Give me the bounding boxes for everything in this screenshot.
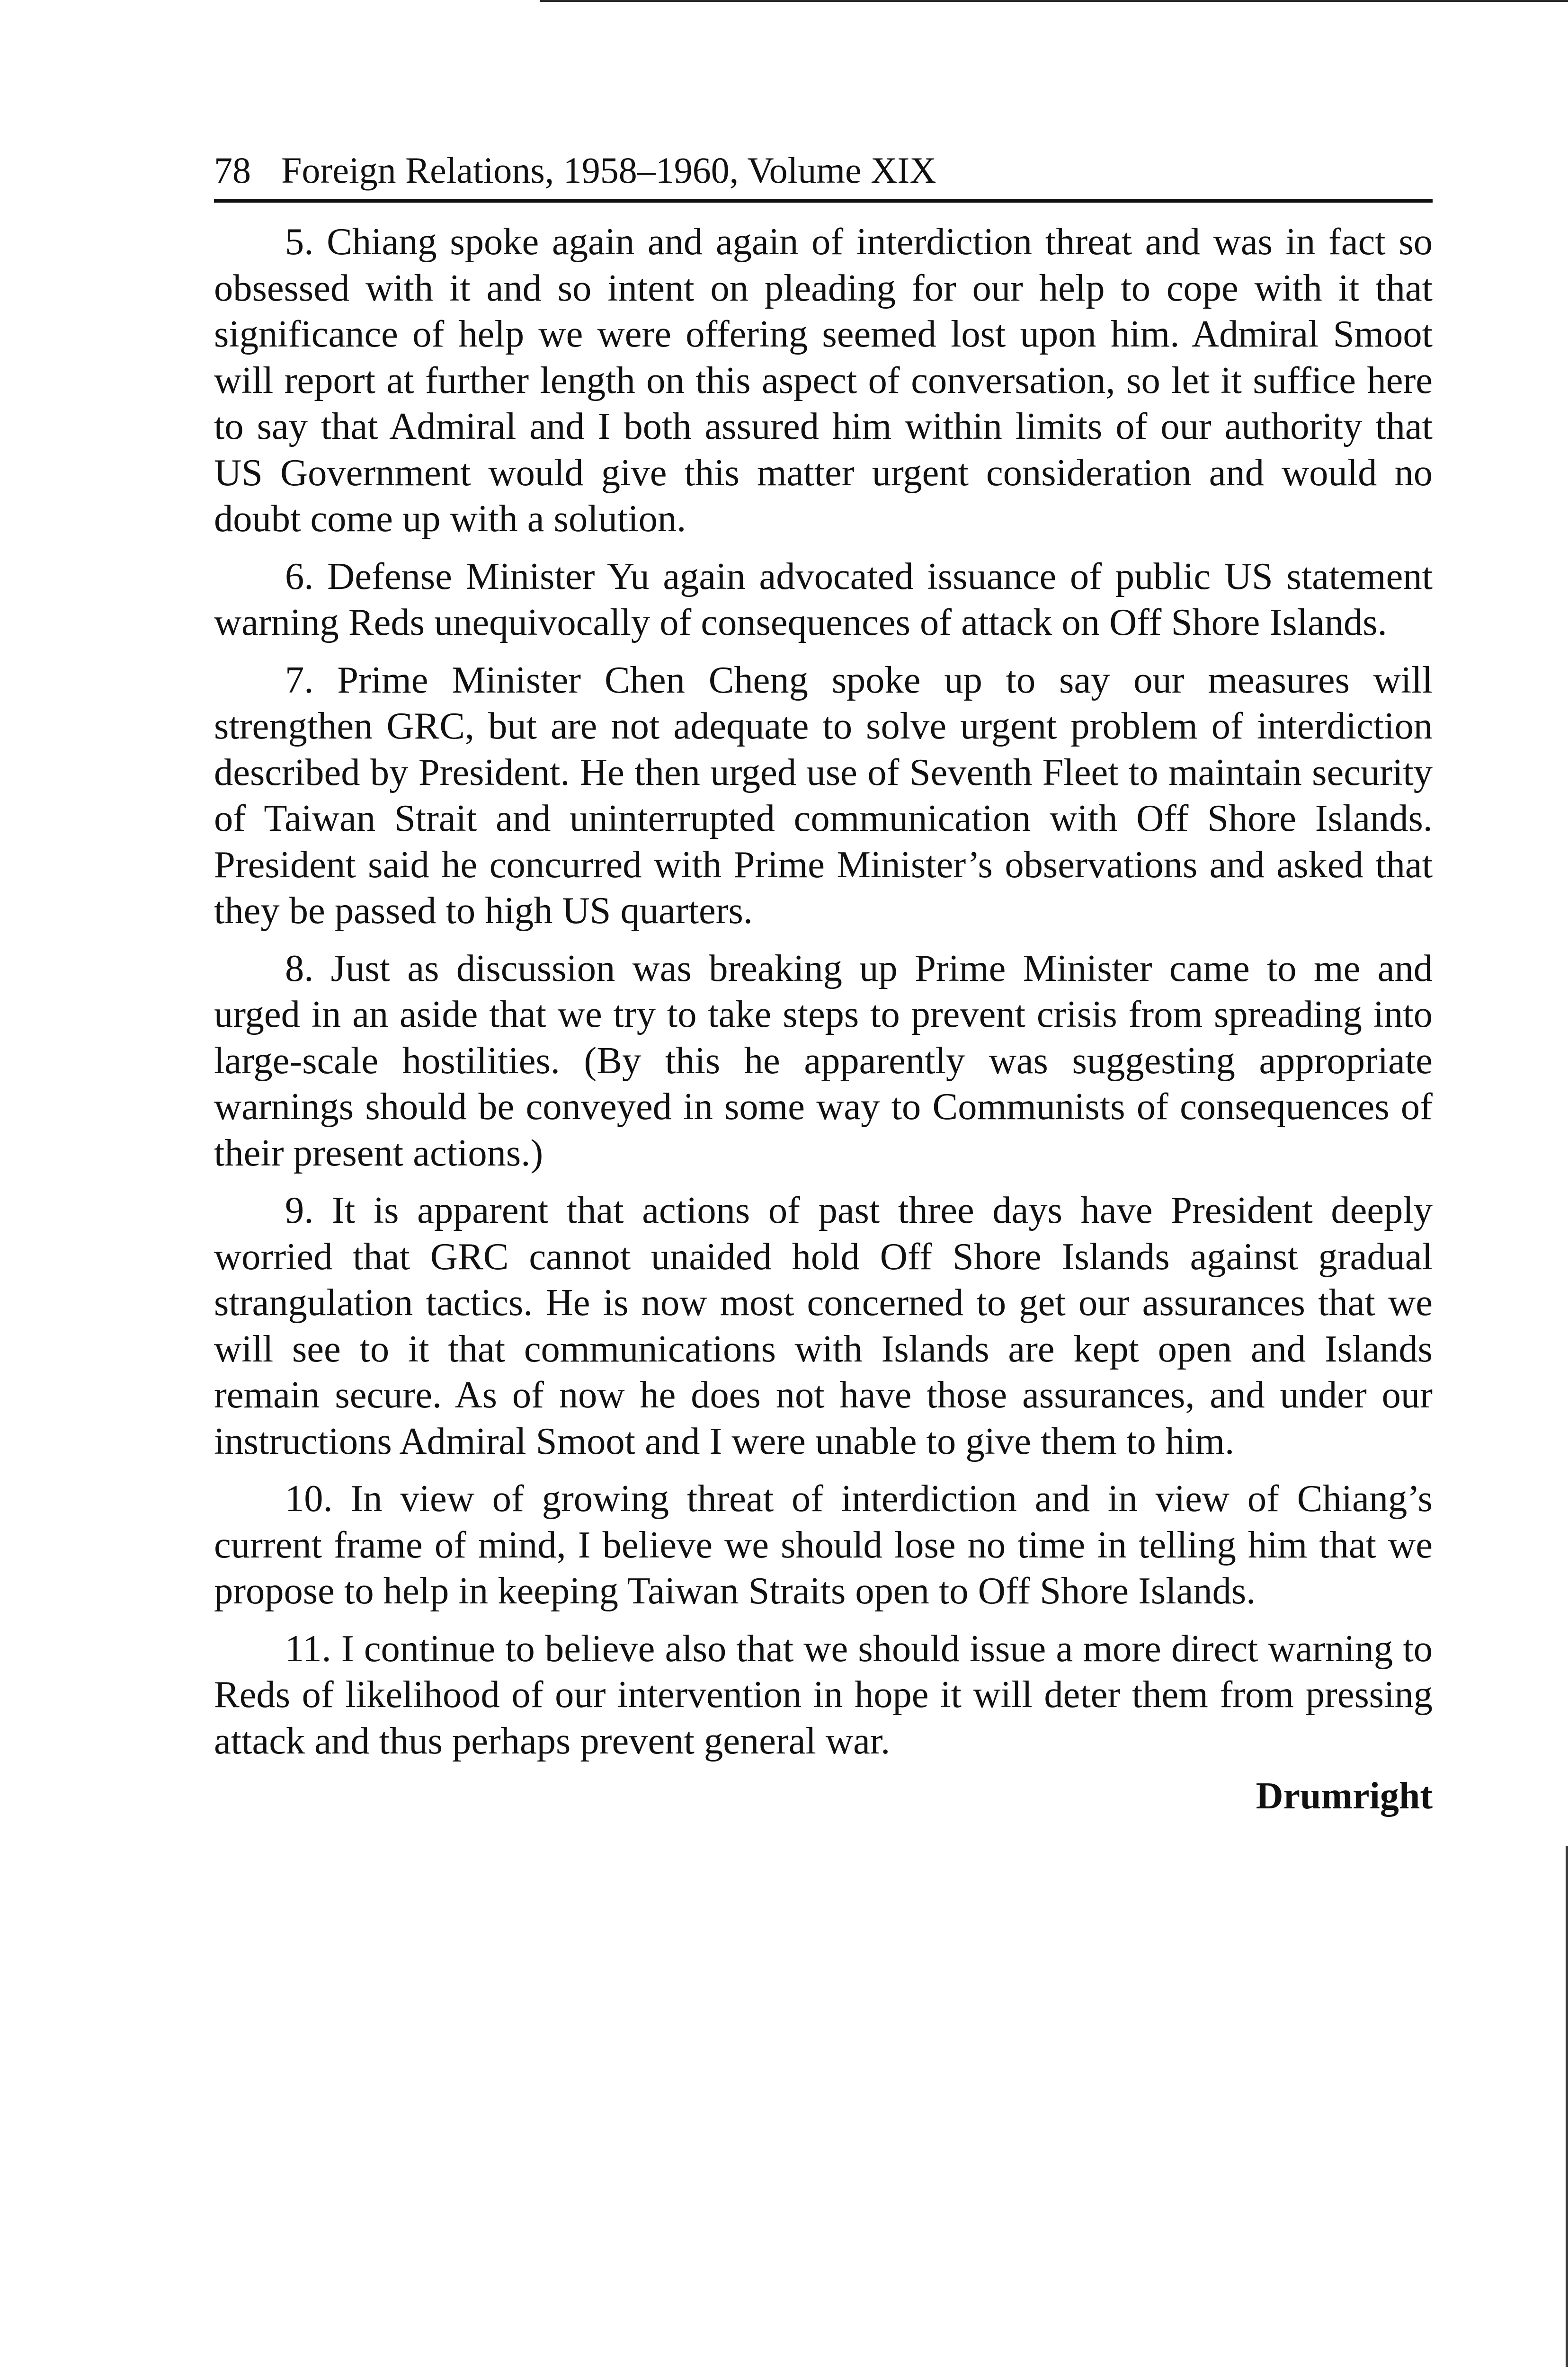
paragraph-7: 7. Prime Minister Chen Cheng spoke up to say our measures will strengthen GRC, but are not adequate to solve urgent problem of interdiction described by President. He then urged use of Seventh Fleet to maintain security of Taiwan Strait and uninterrupted communication with Off Shore Islands. President said he concurred with Prime Minister’s observations and asked that they be passed to high US quarters.: [214, 658, 1433, 932]
running-title: Foreign Relations, 1958–1960, Volume XIX: [281, 150, 936, 191]
running-head: [214, 147, 1433, 203]
scan-edge-right: [1566, 1846, 1568, 2367]
paragraph-9: 9. It is apparent that actions of past three days have President deeply worried that GRC cannot unaided hold Off Shore Islands against gradual strangulation tactics. He is now most concerned to get our assurances that we will see to it that communications with Islands are kept open and Islands remain secure. As of now he does not have those assurances, and under our instructions Admiral Smoot and I were unable to give them to him.: [214, 1189, 1433, 1462]
page-number: 78: [214, 150, 251, 191]
document-page: [214, 147, 1433, 1820]
scan-edge-top: [540, 0, 1568, 2]
signature: Drumright: [1256, 1775, 1433, 1817]
paragraph-11: 11. I continue to believe also that we should issue a more direct warning to Reds of likelihood of our intervention in hope it will deter them from pressing attack and thus perhaps prevent general war.: [214, 1627, 1433, 1762]
document-body: [214, 219, 1433, 1764]
paragraph-5: 5. Chiang spoke again and again of interdiction threat and was in fact so obsessed with it and so intent on pleading for our help to cope with it that significance of help we were offering seemed lost upon him. Admiral Smoot will report at further length on this aspect of conversation, so let it suffice here to say that Admiral and I both assured him within limits of our authority that US Government would give this matter urgent consideration and would no doubt come up with a solution.: [214, 221, 1433, 540]
paragraph-10: 10. In view of growing threat of interdiction and in view of Chiang’s current frame of mind, I believe we should lose no time in telling him that we propose to help in keeping Taiwan Straits open to Off Shore Islands.: [214, 1477, 1433, 1612]
paragraph-8: 8. Just as discussion was breaking up Prime Minister came to me and urged in an aside that we try to take steps to prevent crisis from spreading into large-scale hostilities. (By this he apparently was suggesting appropriate warnings should be conveyed in some way to Communists of consequences of their present actions.): [214, 947, 1433, 1174]
paragraph-6: 6. Defense Minister Yu again advocated issuance of public US statement warning Reds unequivocally of consequences of attack on Off Shore Islands.: [214, 555, 1433, 643]
